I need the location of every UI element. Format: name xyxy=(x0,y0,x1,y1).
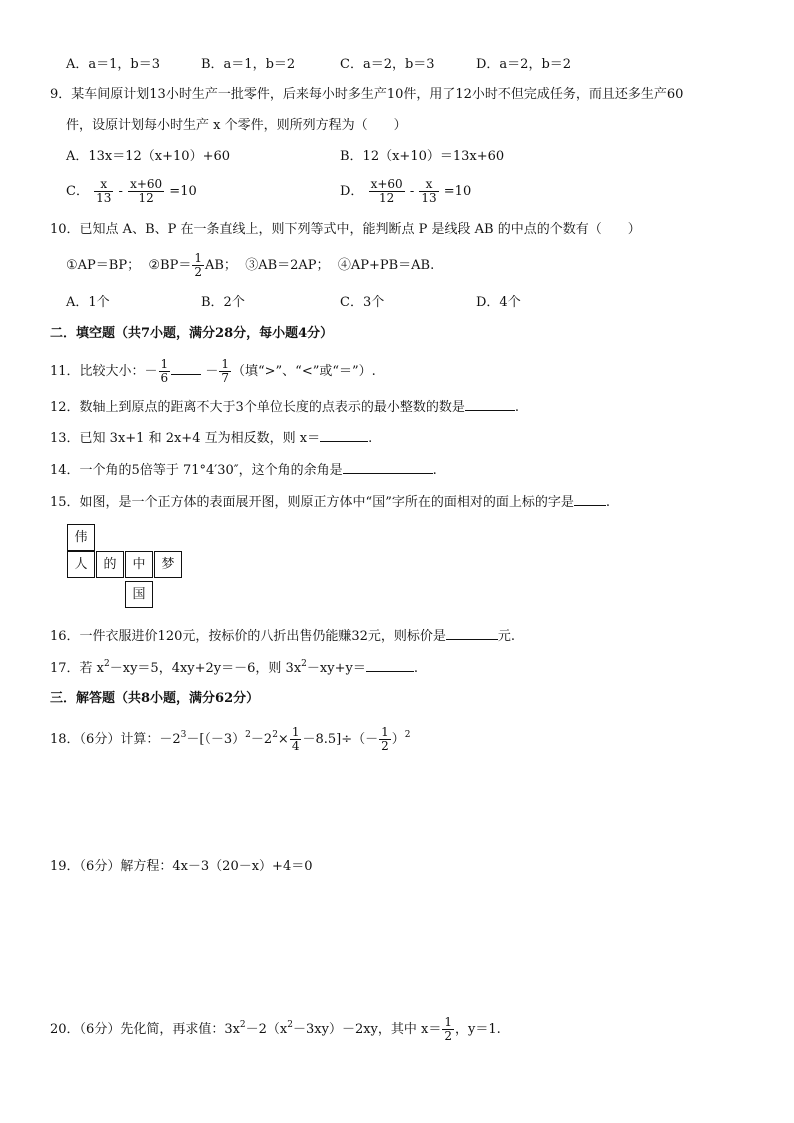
q20: 20．（6分）先化简，再求值：$3x^2-2(x^2-3xy)-2xy$，其中 x＝ $\frac{1}{2}$ ，y＝1. xyxy=(50,1015,501,1043)
q10-option-a: A．1个 xyxy=(66,295,110,310)
q15: 15．如图，是一个正方体的表面展开图，则原正方体中“国”字所在的面相对的面上标的字是 . xyxy=(50,495,610,510)
q10-option-c: C．3个 xyxy=(340,295,385,310)
q10-statement-3: ③AB＝2AP； xyxy=(245,258,330,273)
q13: 13．已知 3x+1 和 2x+4 互为相反数，则 x＝ . xyxy=(50,431,373,446)
q10-statement-4: ④AP+PB＝AB. xyxy=(337,258,435,273)
q9-stem-line1: 9．某车间原计划13小时生产一批零件，后来每小时多生产10件，用了12小时不但完成任务，而且还多生产60 xyxy=(50,87,684,102)
q8-option-d: D．a＝2，b＝2 xyxy=(476,57,572,72)
q10-stem: 10．已知点 A、B、P 在一条直线上，则下列等式中，能判断点 P 是线段 AB 的中点的个数有（ ） xyxy=(50,222,641,237)
q13-answer-blank xyxy=(320,429,368,442)
q11-answer-blank xyxy=(171,362,201,375)
q10-statements xyxy=(66,252,434,279)
q10-statement-2: ②BP＝ $\frac{1}{2}$ AB； xyxy=(148,251,237,279)
q9-option-b: B．12（x+10）＝13x+60 xyxy=(340,149,505,164)
q10-option-b: B．2个 xyxy=(201,295,245,310)
q14: 14．一个角的5倍等于 71°4′30″，这个角的余角是 . xyxy=(50,463,437,478)
q17-answer-blank xyxy=(366,659,414,672)
q9-d-label: D． xyxy=(340,184,364,199)
q8-option-b: B．a＝1，b＝2 xyxy=(201,57,296,72)
q15-answer-blank xyxy=(574,493,606,506)
q19: 19．（6分）解方程：4x－3（20－x）+4＝0 xyxy=(50,859,313,874)
section-3-heading: 三．解答题（共8小题，满分62分） xyxy=(50,691,260,706)
q9-option-a: A．13x＝12（x+10）+60 xyxy=(66,149,231,164)
net-cell-3: 中 xyxy=(125,551,153,578)
q9-option-c: C． $\frac{x}{13}$ - $\frac{x+60}{12}$ =10 xyxy=(66,177,197,205)
q16-answer-blank xyxy=(446,627,498,640)
q14-answer-blank xyxy=(343,461,433,474)
q9-stem-line2: 件，设原计划每小时生产 x 个零件，则所列方程为（ ） xyxy=(66,118,407,133)
net-cell-4: 梦 xyxy=(154,551,182,578)
q11: 11．比较大小：－ $\frac{1}{6}$ － $\frac{1}{7}$ （填“>”、“<”或“＝”）. xyxy=(50,357,376,385)
net-cell-top: 伟 xyxy=(67,524,95,551)
q12: 12．数轴上到原点的距离不大于3个单位长度的点表示的最小整数的数是 . xyxy=(50,400,519,415)
q18-fraction2: $\frac{1}{2}$ xyxy=(381,725,389,753)
q9-c-label: C． xyxy=(66,184,89,199)
q16: 16．一件衣服进价120元，按标价的八折出售仍能赚32元，则标价是 元. xyxy=(50,629,516,644)
section-2-heading: 二．填空题（共7小题，满分28分，每小题4分） xyxy=(50,326,334,341)
q18: 18．（6分）计算：$-2^3-[(-3)^2-2^2\times$ $\frac{1}{4}$ －8.5]÷（－ $\frac{1}{2}$ ）$^2$ xyxy=(50,725,411,753)
q9-c-fraction1: $\frac{x}{13}$ xyxy=(96,177,112,205)
q9-option-d: D． $\frac{x+60}{12}$ - $\frac{x}{13}$ =10 xyxy=(340,177,472,205)
net-cell-2: 的 xyxy=(96,551,124,578)
q18-fraction1: $\frac{1}{4}$ xyxy=(291,725,300,753)
q12-answer-blank xyxy=(465,398,515,411)
q11-fraction2: $\frac{1}{7}$ xyxy=(221,357,229,385)
q17: 17．若 $x^2-xy=5$，4xy+2y＝－6，则 $3x^2-xy+y=$ . xyxy=(50,659,418,676)
q8-option-c: C．a＝2，b＝3 xyxy=(340,57,435,72)
q9-d-fraction2: $\frac{x}{13}$ xyxy=(421,177,437,205)
q9-d-fraction1: $\frac{x+60}{12}$ xyxy=(370,177,403,205)
net-cell-1: 人 xyxy=(67,551,95,578)
q10-option-d: D．4个 xyxy=(476,295,521,310)
q20-fraction: $\frac{1}{2}$ xyxy=(444,1015,452,1043)
q10-statement-1: ①AP＝BP； xyxy=(66,258,141,273)
net-cell-bottom: 国 xyxy=(125,581,153,608)
q11-fraction1: $\frac{1}{6}$ xyxy=(160,357,169,385)
q9-c-fraction2: $\frac{x+60}{12}$ xyxy=(130,177,163,205)
q8-option-a: A．a＝1，b＝3 xyxy=(66,57,161,72)
